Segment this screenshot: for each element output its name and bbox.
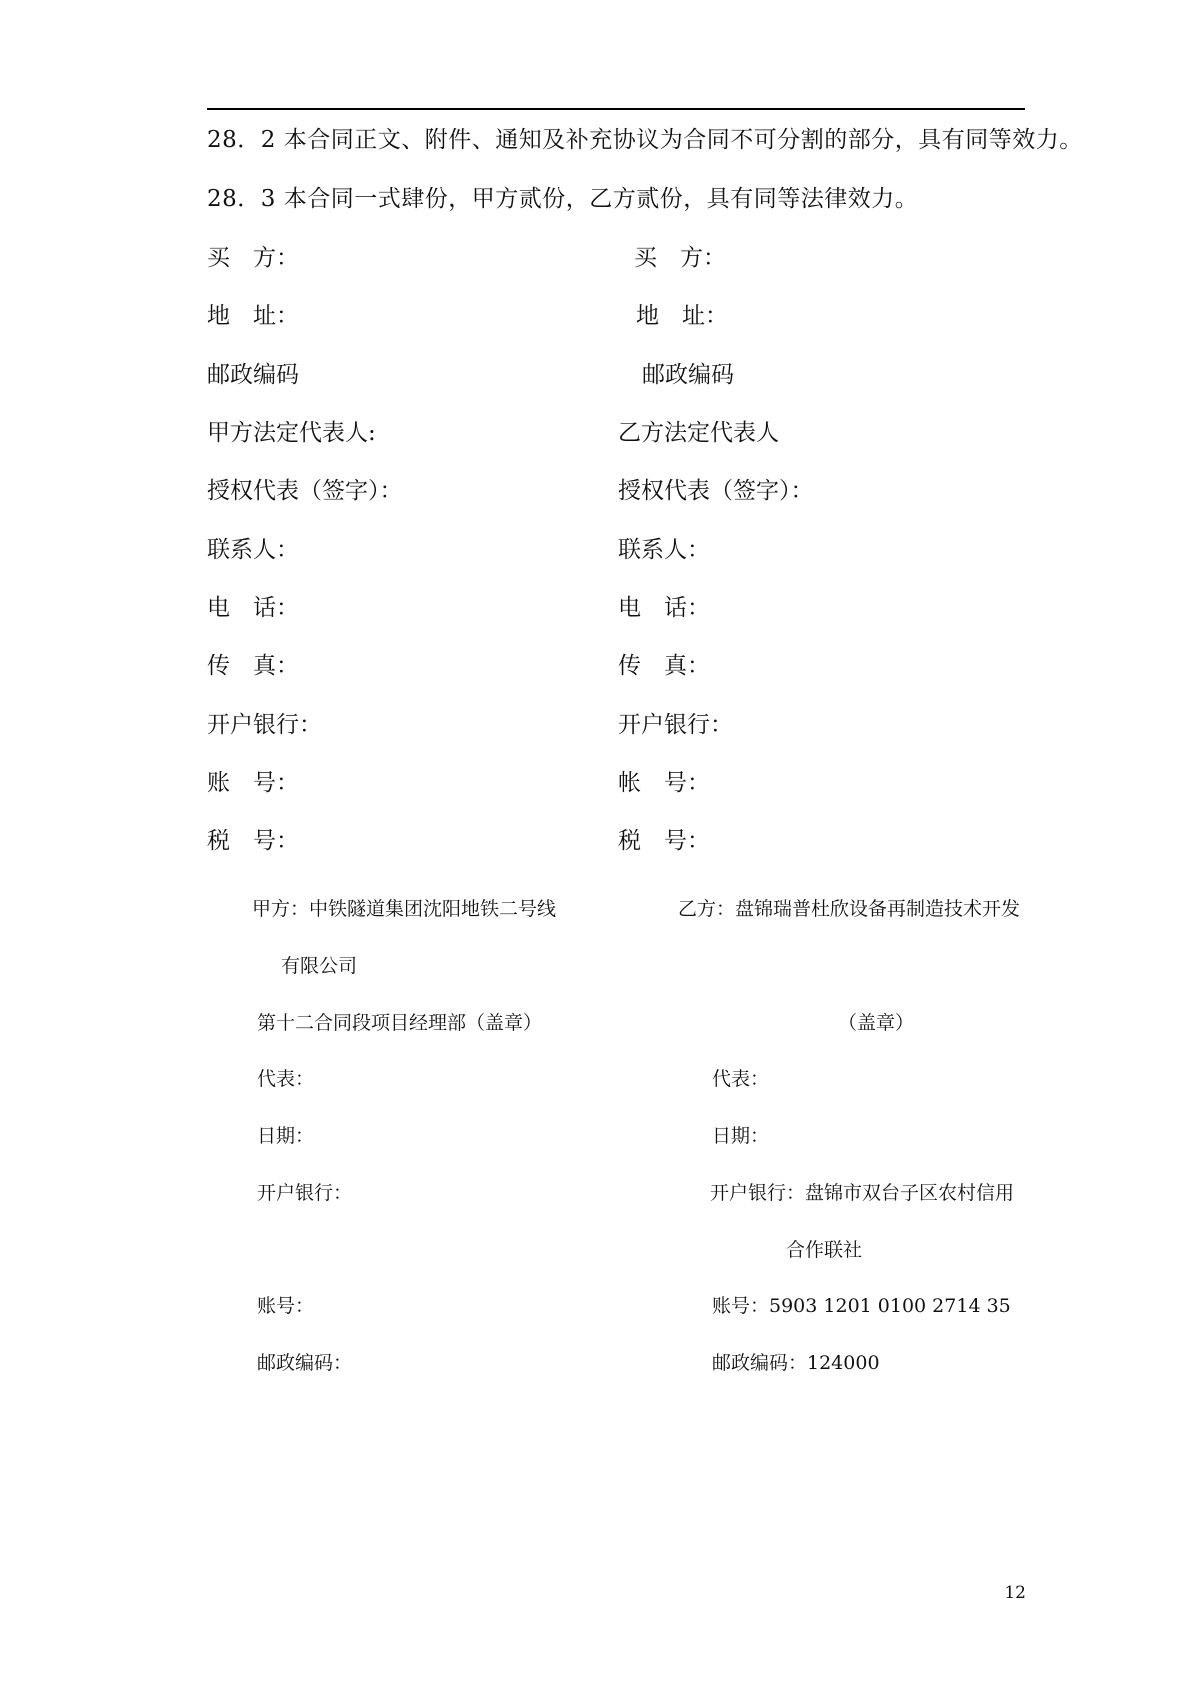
buyer-label: 买 方：	[207, 245, 299, 271]
party-a-name-line1: 甲方：中铁隧道集团沈阳地铁二号线	[252, 898, 557, 920]
buyer-address-label: 地 址：	[207, 303, 299, 329]
party-b-postcode: 邮政编码：124000	[712, 1352, 880, 1374]
clause-28-3: 28．3 本合同一式肆份，甲方贰份，乙方贰份，具有同等法律效力。	[207, 186, 919, 212]
party-a-name-line2: 有限公司	[281, 955, 358, 977]
party-b-rep-label: 代表：	[712, 1068, 770, 1090]
party-b-name-line1: 乙方：盘锦瑞普杜欣设备再制造技术开发	[678, 898, 1021, 920]
buyer-phone-label: 电 话：	[207, 595, 299, 621]
seller-tax-label: 税 号：	[618, 828, 710, 854]
party-b-seal-label: （盖章）	[838, 1012, 915, 1034]
seller-address-label: 地 址：	[636, 303, 728, 329]
buyer-auth-rep-label: 授权代表（签字）：	[207, 478, 403, 504]
party-a-postcode-label: 邮政编码：	[257, 1352, 353, 1374]
party-a-account-label: 账号：	[257, 1295, 315, 1317]
party-a-bank-label: 开户银行：	[257, 1182, 353, 1204]
seller-bank-label: 开户银行：	[618, 712, 733, 738]
party-b-date-label: 日期：	[712, 1125, 770, 1147]
buyer-contact-label: 联系人：	[207, 537, 299, 563]
buyer-account-label: 账 号：	[207, 770, 299, 796]
page-number: 12	[1004, 1583, 1026, 1603]
buyer-legal-rep-label: 甲方法定代表人:	[207, 420, 376, 446]
seller-auth-rep-label: 授权代表（签字）：	[618, 478, 814, 504]
seller-legal-rep-label: 乙方法定代表人	[618, 420, 779, 446]
party-a-name-line3: 第十二合同段项目经理部（盖章）	[257, 1012, 543, 1034]
party-a-rep-label: 代表：	[257, 1068, 315, 1090]
seller-buyer-label: 买 方：	[634, 245, 726, 271]
seller-fax-label: 传 真：	[618, 653, 710, 679]
buyer-tax-label: 税 号：	[207, 828, 299, 854]
buyer-postcode-label: 邮政编码	[207, 362, 299, 388]
buyer-fax-label: 传 真：	[207, 653, 299, 679]
party-b-account: 账号：5903 1201 0100 2714 35	[712, 1295, 1011, 1317]
clause-28-2: 28．2 本合同正文、附件、通知及补充协议为合同不可分割的部分，具有同等效力。	[207, 127, 1083, 153]
party-b-bank-line2: 合作联社	[786, 1239, 863, 1261]
seller-postcode-label: 邮政编码	[642, 362, 734, 388]
party-b-bank-line1: 开户银行：盘锦市双台子区农村信用	[710, 1182, 1015, 1204]
party-a-date-label: 日期：	[257, 1125, 315, 1147]
seller-account-label: 帐 号：	[618, 770, 710, 796]
seller-phone-label: 电 话：	[618, 595, 710, 621]
seller-contact-label: 联系人：	[618, 537, 710, 563]
buyer-bank-label: 开户银行：	[207, 712, 322, 738]
header-rule	[207, 108, 1025, 110]
